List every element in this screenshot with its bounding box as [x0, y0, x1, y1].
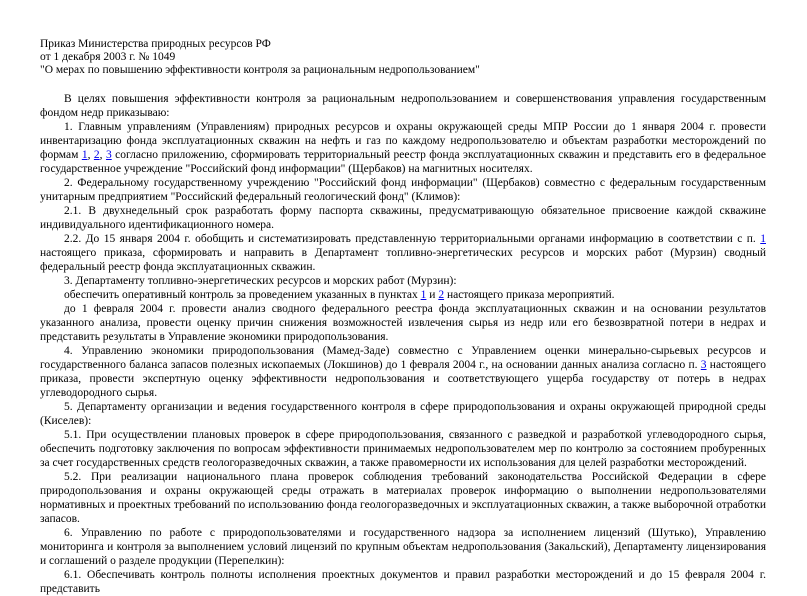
paragraph-3: 3. Департаменту топливно-энергетических ресурсов и морских работ (Мурзин): [64, 275, 457, 287]
paragraph-2-2-text-b: настоящего приказа, сформировать и направить в Департамент топливно-энергетических ресурсов и морских работ (Мурзин) сводный федеральный реестр фонда эксплуатационных скважин. [40, 247, 766, 273]
document-body [40, 92, 767, 595]
item-2-link[interactable]: 2 [438, 289, 445, 301]
order-date-number: от 1 декабря 2003 г. № 1049 [40, 51, 176, 63]
paragraph-1-text-d: согласно приложению, сформировать территориальный реестр фонда эксплуатационных скважин и представить его в федеральное государственное учреждение "Российский фонд информации" (Щербаков) на магнитных носителях. [40, 149, 767, 175]
paragraph-3-b: до 1 февраля 2004 г. провести анализ сводного федерального реестра фонда эксплуатационных скважин и на основании результатов указанного анализа, провести оценку причин снижения возможностей извлечения сырья из недр или его безвозвратной потери в недрах и представить результаты в Управление экономики природопользования. [40, 303, 766, 343]
form-2-link[interactable]: 2 [93, 149, 100, 161]
paragraph-4-text-a: 4. Управлению экономики природопользования (Мамед-Заде) совместно с Управлением оценки минерально-сырьевых ресурсов и государственного баланса запасов полезных ископаемых (Локшинов) до 1 февраля 2004 г., на основании данных анализа согласно п. [40, 345, 766, 371]
intro-paragraph: В целях повышения эффективности контроля за рациональным недропользованием и совершенствования управления государственным фондом недр приказываю: [40, 93, 766, 119]
paragraph-3-a-text-b: и [426, 289, 439, 301]
paragraph-2-1: 2.1. В двухнедельный срок разработать форму паспорта скважины, предусматривающую обязательное присвоение каждой скважине индивидуального идентификационного номера. [40, 205, 766, 231]
item-3-link[interactable]: 3 [700, 359, 707, 371]
paragraph-4 [40, 344, 766, 400]
paragraph-3-a-text-a: обеспечить оперативный контроль за проведением указанных в пунктах [64, 289, 421, 301]
paragraph-5: 5. Департаменту организации и ведения государственного контроля в сфере природопользования и охраны окружающей природной среды (Киселев): [40, 401, 766, 427]
item-1-link[interactable]: 1 [760, 233, 766, 245]
form-3-link[interactable]: 3 [105, 149, 112, 161]
paragraph-2: 2. Федеральному государственному учреждению "Российский фонд информации" (Щербаков) совместно с федеральным государственным унитарным предприятием "Российский федеральный геологический фонд" (Климов): [40, 177, 766, 203]
paragraph-3-a-text-c: настоящего приказа мероприятий. [444, 289, 615, 301]
paragraph-1-text-b: , [87, 149, 94, 161]
paragraph-1 [40, 120, 766, 176]
paragraph-2-2-text-a: 2.2. До 15 января 2004 г. обобщить и систематизировать представленную территориальными органами информацию в соответствии с п. [64, 233, 761, 245]
order-title: "О мерах по повышению эффективности контроля за рациональным недропользованием" [40, 64, 480, 76]
paragraph-5-1: 5.1. При осуществлении плановых проверок в сфере природопользования, связанного с разведкой и разработкой углеводородного сырья, обеспечить подготовку заключения по вопросам эффективности принимаемых недропользователем мер по контролю за состоянием пробуренных за счет государственных средств геологоразведочных скважин, а также правомерности их использования для целей разработки месторождений. [40, 429, 766, 469]
form-1-link[interactable]: 1 [81, 149, 88, 161]
document-header [40, 38, 480, 77]
item-1-link[interactable]: 1 [420, 289, 427, 301]
paragraph-6: 6. Управлению по работе с природопользователями и государственного надзора за исполнением лицензий (Шутько), Управлению мониторинга и контроля за выполнением условий лицензий по крупным объектам недропользования (Закальский), Департаменту лицензирования и соглашений о разделе продукции (Перепелкин): [40, 527, 766, 567]
paragraph-5-2: 5.2. При реализации национального плана проверок соблюдения требований законодательства Российской Федерации в сфере природопользования и охраны окружающей среды отражать в материалах проверок информацию о выполнении недропользователями нормативных и проектных требований по использованию фонда геологоразведочных и эксплуатационных скважин, а также выборочной отработки запасов. [40, 471, 766, 525]
paragraph-4-text-b: настоящего приказа, провести экспертную оценку эффективности недропользования и соответствующего ущерба государству от потерь в недрах углеводородного сырья. [40, 359, 766, 399]
paragraph-2-2 [40, 232, 766, 274]
paragraph-1-text-c: , [99, 149, 106, 161]
paragraph-6-1: 6.1. Обеспечивать контроль полноты исполнения проектных документов и правил разработки месторождений и до 15 февраля 2004 г. представить [40, 569, 766, 595]
paragraph-3-a [40, 288, 766, 302]
paragraph-1-text-a: 1. Главным управлениям (Управлениям) природных ресурсов и охраны окружающей среды МПР России до 1 января 2004 г. провести инвентаризацию фонда эксплуатационных скважин на нефть и газ по каждому недропользователю и объектам разработки месторождений по формам [40, 121, 766, 161]
order-issuer: Приказ Министерства природных ресурсов РФ [40, 38, 271, 50]
